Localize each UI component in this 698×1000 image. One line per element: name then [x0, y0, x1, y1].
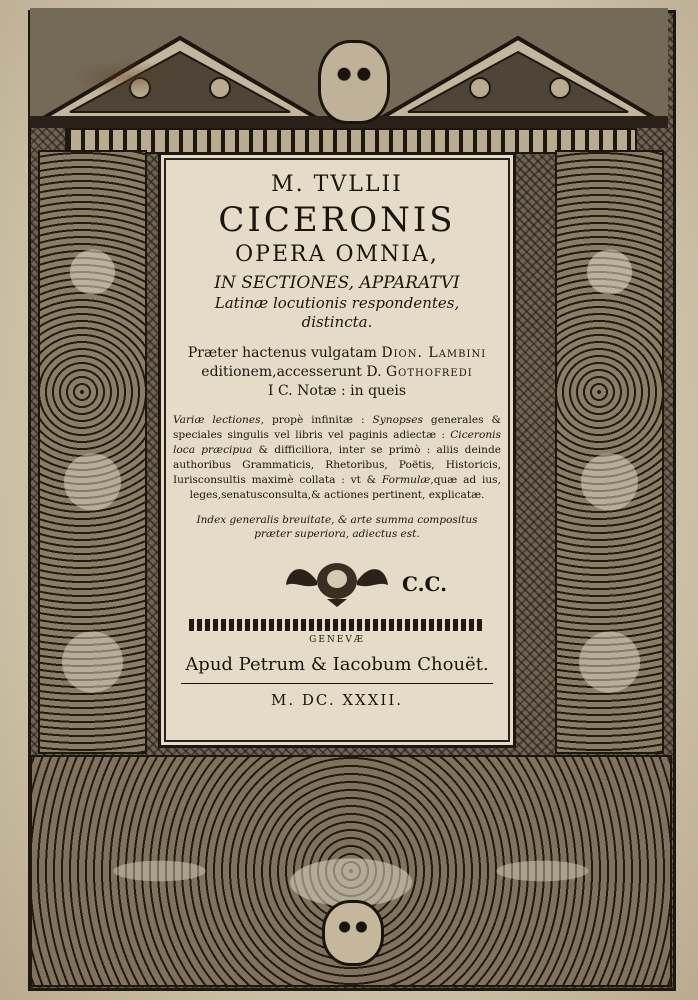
varia-h: ,quæ ad ius, leges,senatusconsulta,& actiones pertinent, explicatæ. — [189, 474, 501, 501]
bottom-mask-icon — [322, 900, 384, 966]
decorative-rule — [189, 619, 485, 631]
varia-b: , propè infinitæ : — [260, 414, 373, 426]
subtitle-line2: Latinæ locutionis respondentes, — [214, 294, 460, 312]
index-note — [173, 513, 501, 541]
frieze-band — [65, 128, 637, 154]
index-line1: Index generalis breuitate, & arte summa compositus — [196, 514, 478, 526]
gothofredi-name: Gothofredi — [385, 364, 473, 380]
subtitle-line1: IN SECTIONES, APPARATVI — [214, 273, 460, 293]
varia-d: generales & speciales singulis vel libris vel paginis adiectæ : — [173, 414, 501, 441]
subtitle-line3: distincta. — [301, 313, 373, 331]
edition-note — [173, 344, 501, 401]
author-praenomen: M. TVLLII — [271, 172, 403, 197]
right-ornamental-column — [555, 150, 664, 754]
imprint-city: GENEVÆ — [309, 635, 365, 645]
grotesque-mask-icon — [318, 40, 390, 124]
varia-f: & difficiliora, inter se primò : aliis deinde authoribus Grammaticis, Rhetoribus, Poëtis, Historicis, Iurisconsultis maximè collata : vt & — [173, 444, 501, 486]
lambini-name: Dion. Lambini — [381, 345, 487, 361]
varia-c: Synopses — [372, 414, 423, 426]
work-title: OPERA OMNIA, — [235, 242, 439, 267]
title-text-panel — [158, 152, 516, 748]
imprint-publisher: Apud Petrum & Iacobum Chouët. — [185, 654, 489, 675]
imprint-date-rule — [181, 683, 493, 710]
contents-description — [173, 413, 501, 503]
index-line2: præter superiora, adiectus est. — [254, 528, 420, 540]
edition-note-b: editionem,accesserunt D. — [201, 364, 386, 380]
printers-device-icon — [282, 555, 392, 607]
varia-a: Variæ lectiones — [173, 414, 261, 426]
varia-e: Ciceronis loca præcipua — [173, 429, 501, 456]
edition-note-a: Præter hactenus vulgatam — [187, 345, 382, 361]
left-ornamental-column — [38, 150, 147, 754]
imprint-date: M. DC. XXXII. — [270, 691, 404, 709]
paper-stain — [70, 60, 190, 96]
author-name: CICERONIS — [218, 200, 456, 240]
varia-g: Formulæ — [381, 474, 431, 486]
ownership-stamp: C.C. — [402, 572, 448, 596]
edition-note-c: I C. Notæ : in queis — [267, 383, 407, 399]
